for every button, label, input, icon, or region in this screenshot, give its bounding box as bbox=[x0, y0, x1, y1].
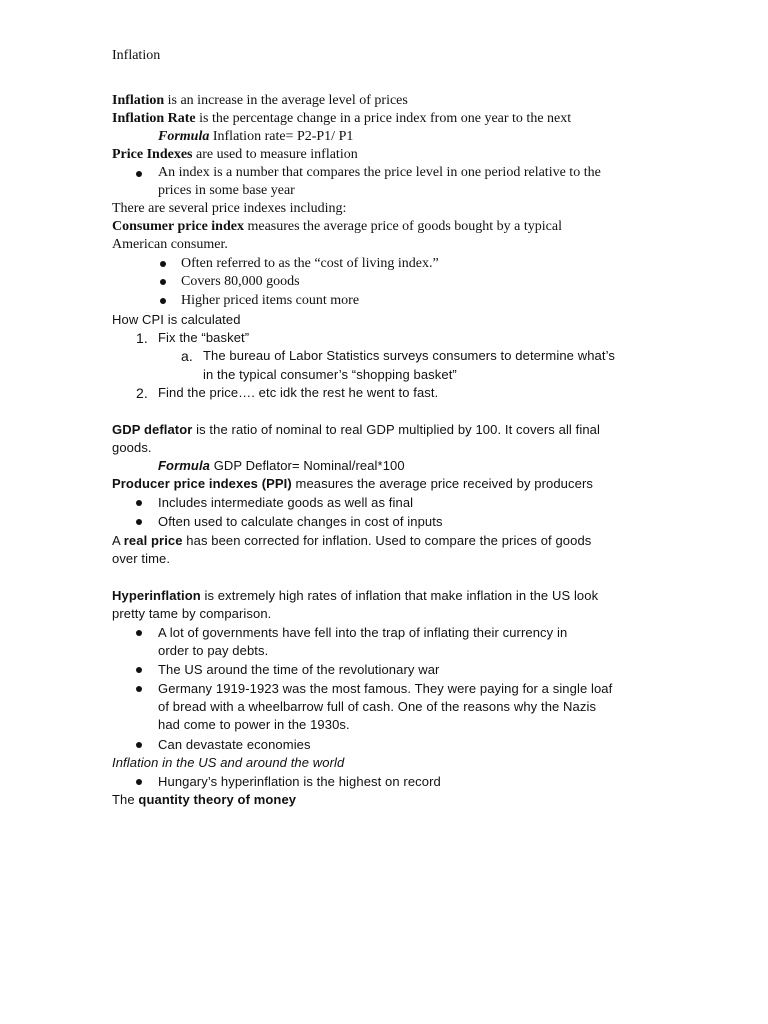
list-item: Hungary’s hyperinflation is the highest on record bbox=[158, 774, 441, 789]
definition-text: is the ratio of nominal to real GDP multiplied by 100. It covers all final bbox=[192, 422, 600, 437]
real-price-continuation: over time. bbox=[112, 551, 171, 566]
term-cpi: Consumer price index bbox=[112, 219, 244, 234]
formula-text: Inflation rate= P2-P1/ P1 bbox=[209, 129, 354, 144]
definition-text: measures the average price received by producers bbox=[291, 476, 593, 491]
list-item: The US around the time of the revolutionary war bbox=[158, 662, 440, 677]
list-item: Often used to calculate changes in cost of inputs bbox=[158, 514, 443, 529]
list-item: A lot of governments have fell into the trap of inflating their currency in bbox=[158, 625, 568, 640]
definition-text: is the percentage change in a price index from one year to the next bbox=[195, 111, 572, 126]
term-quantity-theory: quantity theory of money bbox=[138, 792, 297, 807]
list-item: The bureau of Labor Statistics surveys consumers to determine what’s bbox=[203, 348, 615, 363]
inflation-definition bbox=[112, 92, 408, 110]
article-text: A bbox=[112, 533, 124, 548]
list-letter: a. bbox=[181, 348, 193, 364]
list-item: Higher priced items count more bbox=[181, 293, 360, 308]
list-item: Fix the “basket” bbox=[158, 330, 250, 345]
bullet-icon bbox=[136, 519, 142, 525]
list-item: Often referred to as the “cost of living index.” bbox=[181, 256, 439, 271]
gdp-deflator-continuation: goods. bbox=[112, 440, 152, 455]
list-item-continuation: prices in some base year bbox=[158, 183, 295, 198]
bullet-icon bbox=[136, 686, 142, 692]
inflation-rate-formula bbox=[158, 128, 353, 146]
list-item: Can devastate economies bbox=[158, 737, 311, 752]
definition-text: measures the average price of goods bought by a typical bbox=[243, 219, 562, 234]
page-title: Inflation bbox=[112, 48, 161, 63]
term-real-price: real price bbox=[123, 533, 183, 548]
definition-text: is extremely high rates of inflation that make inflation in the US look bbox=[200, 588, 599, 603]
gdp-deflator-formula bbox=[158, 457, 405, 475]
price-indexes-definition bbox=[112, 146, 358, 164]
list-item-continuation: of bread with a wheelbarrow full of cash. One of the reasons why the Nazis bbox=[158, 699, 597, 714]
bullet-icon bbox=[136, 171, 142, 177]
definition-text: are used to measure inflation bbox=[192, 147, 358, 162]
bullet-icon bbox=[160, 298, 166, 304]
formula-label: Formula bbox=[158, 458, 210, 473]
article-text: The bbox=[112, 792, 139, 807]
term-price-indexes: Price Indexes bbox=[112, 147, 193, 162]
list-number: 1. bbox=[136, 330, 148, 346]
quantity-theory-heading bbox=[112, 791, 296, 809]
list-number: 2. bbox=[136, 385, 148, 401]
formula-label: Formula bbox=[158, 129, 210, 144]
several-indexes-text: There are several price indexes including: bbox=[112, 201, 347, 216]
list-item-continuation: order to pay debts. bbox=[158, 643, 269, 658]
world-inflation-heading: Inflation in the US and around the world bbox=[112, 755, 345, 770]
list-item: Find the price…. etc idk the rest he went to fast. bbox=[158, 385, 439, 400]
inflation-rate-definition bbox=[112, 110, 571, 128]
bullet-icon bbox=[160, 279, 166, 285]
bullet-icon bbox=[160, 261, 166, 267]
list-item: Germany 1919-1923 was the most famous. They were paying for a single loaf bbox=[158, 681, 613, 696]
definition-text: has been corrected for inflation. Used to compare the prices of goods bbox=[182, 533, 592, 548]
bullet-icon bbox=[136, 667, 142, 673]
bullet-icon bbox=[136, 630, 142, 636]
ppi-definition bbox=[112, 475, 593, 493]
list-item-continuation: in the typical consumer’s “shopping basket” bbox=[203, 367, 457, 382]
real-price-definition bbox=[112, 532, 591, 550]
cpi-definition bbox=[112, 218, 562, 236]
bullet-icon bbox=[136, 779, 142, 785]
list-item: An index is a number that compares the price level in one period relative to the bbox=[158, 165, 601, 180]
formula-text: GDP Deflator= Nominal/real*100 bbox=[209, 458, 405, 473]
hyperinflation-continuation: pretty tame by comparison. bbox=[112, 606, 272, 621]
gdp-deflator-definition bbox=[112, 421, 600, 439]
bullet-icon bbox=[136, 500, 142, 506]
term-inflation: Inflation bbox=[112, 93, 165, 108]
bullet-icon bbox=[136, 742, 142, 748]
term-gdp-deflator: GDP deflator bbox=[112, 422, 193, 437]
cpi-definition-continuation: American consumer. bbox=[112, 237, 228, 252]
definition-text: is an increase in the average level of prices bbox=[164, 93, 408, 108]
list-item: Covers 80,000 goods bbox=[181, 274, 300, 289]
list-item-continuation: had come to power in the 1930s. bbox=[158, 717, 350, 732]
term-hyperinflation: Hyperinflation bbox=[112, 588, 201, 603]
list-item: Includes intermediate goods as well as final bbox=[158, 495, 414, 510]
hyperinflation-definition bbox=[112, 587, 598, 605]
term-ppi: Producer price indexes (PPI) bbox=[112, 476, 292, 491]
term-inflation-rate: Inflation Rate bbox=[112, 111, 196, 126]
how-cpi-heading: How CPI is calculated bbox=[112, 312, 241, 327]
